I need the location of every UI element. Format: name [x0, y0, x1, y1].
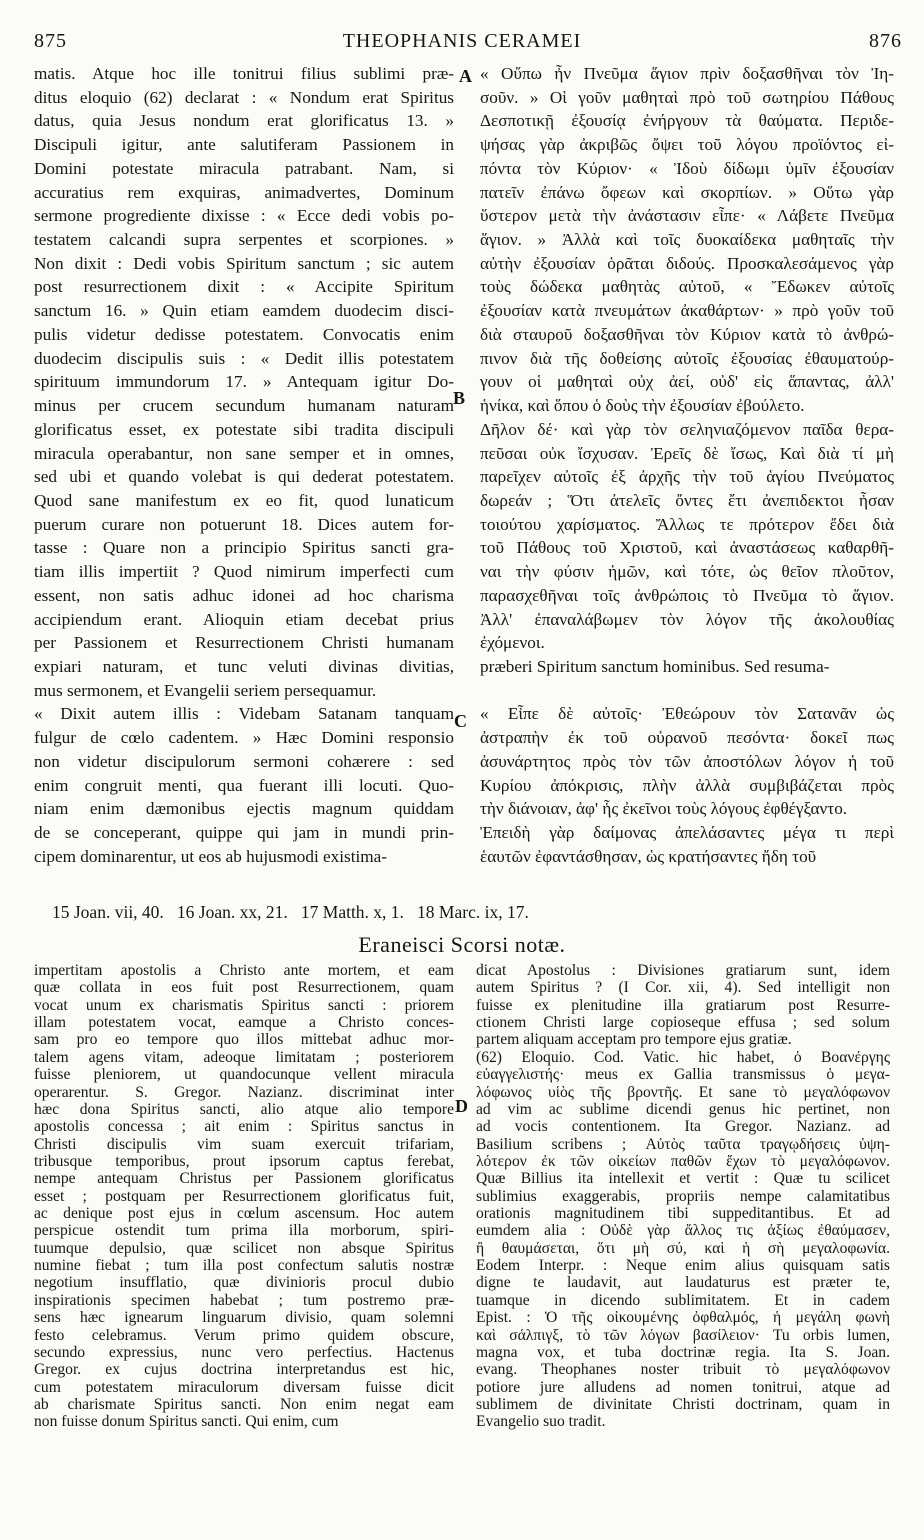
text-line: ad vocis contentionem. Ita Gregor. Nazianz. ad [476, 1118, 890, 1136]
text-line: magna vox, et tuba doctrinæ regia. Ita S. Joan. [476, 1343, 890, 1361]
text-line: accuratius rem exquiras, animadvertes, Dominum [34, 182, 454, 202]
text-line: γουν οἱ μαθηταὶ οὐχ ἀεί, οὐδ' εἰς ἅπαντας, ἀλλ' [480, 372, 894, 392]
text-line: ψήσας γὰρ ἀκριβῶς ὄψει τοῦ λόγου προϊόντος εἰ- [480, 135, 894, 155]
text-line: λόφωνος υἱὸς τῆς βροντῆς. Et sane τὸ μεγαλόφωνον [476, 1083, 890, 1101]
margin-mark-c: C [454, 711, 467, 731]
text-line: Eodem Interpr. : Neque enim alius quisquam satis [476, 1257, 890, 1275]
latin-column [34, 62, 454, 868]
text-line: tiam illis impertiit ? Quod nimirum imperfecti cum [34, 562, 454, 582]
text-line: sam pro eo tempore quo illos mittebat adhuc mor- [34, 1031, 454, 1049]
text-line: datus, quia Jesus nondum erat glorificatus 13. » [34, 111, 454, 131]
notes-title: Eraneisci Scorsi notæ. [358, 932, 566, 957]
text-line: τοιούτου χαρίσματος. Ἄλλως τε πρότερον ἔδει διὰ [480, 514, 894, 534]
text-line: post resurrectionem dixit : « Accipite Spiritum [34, 277, 454, 297]
text-line: cum potestatem miraculorum diversam fuisse dicit [34, 1378, 454, 1396]
text-line: παρασχεθῆναι τοῖς ἀνθρώποις τὸ Πνεῦμα τὸ ἅγιον. [480, 585, 894, 605]
text-line: ctionem Christi large copioseque effusa ; sed solum [476, 1014, 890, 1032]
text-line: ad vim ac sublime dicendi genus hic pertinet, non [476, 1100, 890, 1118]
text-line: illam potestatem vocat, eamque a Christo conces- [34, 1014, 454, 1032]
text-line: Gregor. ex cujus doctrina interpretandus est hic, [34, 1361, 454, 1379]
text-line: præberi Spiritum sanctum hominibus. Sed resuma- [480, 656, 830, 676]
text-line: tuumque depulsio, quæ scilicet non absque Spiritus [34, 1239, 454, 1257]
text-line: Ἀλλ' ἐπαναλάβωμεν τὸν λόγον τῆς ἀκολουθίας [480, 609, 894, 629]
margin-mark-d: D [455, 1096, 468, 1116]
text-line: πόντα τὸν Κύριον· « Ἰδοὺ δίδωμι ὑμῖν ἐξουσίαν [480, 158, 894, 178]
text-line: quæ collata in eos fuit post Resurrectionem, quam [34, 979, 454, 997]
text-line: Quæ Billius ita intellexit et vertit : Quæ tu scilicet [476, 1170, 890, 1188]
text-line: Non dixit : Dedi vobis Spiritum sanctum ; sic autem [34, 253, 454, 273]
text-line: Δεσποτικῇ ἐξουσίᾳ ἐνήργουν τὰ θαύματα. Περιδε- [480, 111, 894, 131]
text-line: ἐχόμενοι. [480, 633, 545, 653]
text-line: ἀσυνάρτητος πρὸς τὸν τῶν ἀποστόλων λόγον ἡ τοῦ [480, 751, 894, 771]
text-line: accipiendum erant. Alioquin etiam decebat prius [34, 609, 454, 629]
text-line: τὴν διάνοιαν, ἀφ' ἧς ἐκεῖνοι τοὺς λόγους ἐφθέγξαντο. [480, 799, 848, 819]
text-line: Quod sane manifestum ex eo fit, quod lunaticum [34, 490, 454, 510]
text-line: impertitam apostolis a Christo ante mortem, et eam [34, 962, 454, 979]
text-line: Evangelio suo tradit. [476, 1413, 606, 1431]
text-line: ἢ θαυμάσεται, ὅτι μὴ σύ, καὶ ἡ σὴ μεγαλοφωνία. [476, 1239, 890, 1257]
text-line: matis. Atque hoc ille tonitrui filius sublimi præ- [34, 64, 454, 83]
text-line: inspirationis specimen habebat ; tum postremo præ- [34, 1291, 454, 1309]
text-line: essent, non satis adhuc idonei ad hoc charisma [34, 585, 454, 605]
text-line: fuisse ex plenitudine illa gratiarum post Resurre- [476, 996, 890, 1014]
text-line: puerum curare non potuerunt 18. Dices autem for- [34, 514, 454, 534]
text-line: niam enim dæmonibus ejectis magnum quiddam [34, 799, 454, 819]
text-line: sublimem de divinitate Christi doctrinam, quam in [476, 1395, 890, 1413]
text-line: tasse : Quare non a principio Spiritus sancti gra- [34, 538, 454, 558]
text-line: mus sermonem, et Evangelii seriem persequamur. [34, 680, 377, 700]
text-line: ab charismate Spiritus sancti. Non enim negat eam [34, 1395, 454, 1413]
text-line: ἅγιον. » Ἀλλὰ καὶ τοῖς δυοκαίδεκα μαθηταῖς τὴν [480, 230, 894, 250]
text-line: Κυρίου ἀπόκρισις, πλὴν ἀλλὰ συμβιβάζεται πρὸς [480, 775, 894, 795]
text-line: « Εἶπε δὲ αὐτοῖς· Ἐθεώρουν τὸν Σατανᾶν ὡς [480, 704, 894, 724]
text-line: esset ; postquam per Resurrectionem glorificatus fuit, [34, 1187, 454, 1205]
text-line: duodecim discipulis suis : « Dedit illis potestatem [34, 348, 454, 368]
text-line: αὐτὴν ἐξουσίαν ὁρᾶται διδούς. Προσκαλεσάμενος γὰρ [480, 253, 894, 273]
text-line: ἡνίκα, καὶ ὅπου ὁ δοὺς τὴν ἐξουσίαν ἐβούλετο. [480, 396, 805, 416]
margin-mark-b: B [453, 388, 466, 408]
text-line: (62) Eloquio. Cod. Vatic. hic habet, ὁ Βοανέργης [476, 1048, 890, 1066]
text-line: παρεῖχεν αὐτοῖς ἐξ ἀρχῆς τὴν τοῦ ἁγίου Πνεύματος [480, 467, 894, 487]
text-line: cipem dominarentur, ut eos ab hujusmodi existima- [34, 846, 388, 866]
text-line: ναι τὴν φύσιν ἡμῶν, καὶ τότε, ὡς θεῖον πλοῦτον, [480, 562, 894, 582]
text-line: πινον διὰ τῆς δοθείσης αὐτοῖς ἐξουσίας ἐθαυματούρ- [480, 348, 894, 368]
text-line: tribusque temporibus, prout ipsorum captus ferebat, [34, 1152, 454, 1170]
text-line: orationis magnitudinem tibi suppeditantibus. Et ad [476, 1205, 890, 1223]
text-line: τοῦ Πάθους τοῦ Χριστοῦ, καὶ ἀναστάσεως καθαρθῆ- [480, 538, 894, 558]
text-line: καὶ σάλπιγξ, τὸ τῶν λόγων βασίλειον· Tu orbis lumen, [476, 1326, 890, 1344]
text-line: ἐξουσίαν κατὰ πνευμάτων ἀκαθάρτων· » πρὸ γοῦν τοῦ [480, 301, 894, 321]
text-line: fulgur de cœlo cadentem. » Hæc Domini responsio [34, 728, 454, 748]
text-line: Δῆλον δέ· καὶ γὰρ τὸν σεληνιαζόμενον παῖδα θερα- [480, 419, 894, 439]
text-line: hæc dona Spiritus sancti, alio atque alio tempore [34, 1100, 454, 1118]
text-line: εὐαγγελιστής· meus ex Gallia transmissus ὁ μεγα- [476, 1066, 890, 1084]
text-line: negotium insufflatio, quæ divinioris procul dubio [34, 1274, 454, 1292]
text-line: glorificatus esset, ex potestate sibi tradita discipuli [34, 419, 454, 439]
text-line: Domini potestate miracula patrabant. Nam, si [34, 158, 454, 178]
text-line: apostolis concessa ; ait enim : Spiritus sanctus in [34, 1118, 454, 1136]
text-line: sanctum 16. » Quin etiam eamdem duodecim disci- [34, 301, 454, 321]
text-line: ἀστραπὴν ἐκ τοῦ οὐρανοῦ πεσόντα· δοκεῖ πως [480, 728, 894, 748]
text-line: digne te laudavit, aut laudaturus est præter te, [476, 1274, 890, 1292]
text-line: miracula operabantur, non sane semper et in omnes, [34, 443, 454, 463]
text-line: enim congruit menti, qua fuerant illi locuti. Quo- [34, 775, 454, 795]
greek-column [480, 62, 894, 868]
footnotes: 15 Joan. vii, 40. 16 Joan. xx, 21. 17 Matth. x, 1. 18 Marc. ix, 17. [52, 902, 529, 922]
text-line: eumdem alia : Οὐδὲ γὰρ ἄλλος τις ἀξίως ἐθαύμασεν, [476, 1222, 890, 1240]
text-line: ditus eloquio (62) declarat : « Nondum erat Spiritus [34, 87, 454, 107]
running-title: THEOPHANIS CERAMEI [342, 30, 582, 52]
text-line: τοὺς δώδεκα μαθητὰς αὐτοῦ, « Ἔδωκεν αὐτοῖς [480, 277, 894, 297]
text-line: festo celebramus. Verum primo quidem obscure, [34, 1326, 454, 1344]
text-line: evang. Theophanes noster tribuit τὸ μεγαλόφωνον [476, 1361, 890, 1379]
text-line: ὕστερον μετὰ τὴν ἀνάστασιν εἶπε· « Λάβετε Πνεῦμα [480, 206, 894, 226]
text-line: sens hæc ignearum linguarum divisio, quam solemni [34, 1309, 454, 1327]
text-line: sed ubi et quando volebat is qui dederat potestatem. [34, 467, 454, 487]
text-line: vocat unum ex charismatis Spiritus sancti : priorem [34, 996, 454, 1014]
text-line: non fuisse donum Spiritus sancti. Qui enim, cum [34, 1413, 339, 1431]
text-line: Ἐπειδὴ γὰρ δαίμονας ἀπελάσαντες μέγα τι περὶ [480, 823, 894, 842]
text-line [480, 679, 894, 703]
text-line: numine fiebat ; tum illa post confectum salutis nostræ [34, 1257, 454, 1275]
text-line: sermone progrediente dixisse : « Ecce dedi vobis po- [34, 206, 454, 226]
text-line: ἑαυτῶν ἐφαντάσθησαν, ὡς κρατήσαντες ἤδη τοῦ [480, 846, 817, 866]
text-line: Epist. : Ὁ τῆς οἰκουμένης ὀφθαλμός, ἡ μεγάλη φωνὴ [476, 1309, 890, 1327]
text-line: ac denique post ejus in cœlum ascensum. Hoc autem [34, 1205, 454, 1223]
text-line: expiari naturam, et tunc veluti divinas divitias, [34, 656, 454, 676]
text-line: perspicue ostendit tum prima illa morborum, spiri- [34, 1222, 454, 1240]
text-line: testatem calcandi supra serpentes et scorpiones. » [34, 230, 454, 250]
text-line: potiore jure alludens ad nomen tonitrui, atque ad [476, 1378, 890, 1396]
text-line: « Dixit autem illis : Videbam Satanam tanquam [34, 704, 454, 724]
text-line: fuisse pleniorem, ut quandocunque vellent miracula [34, 1066, 454, 1084]
text-line: λότερον ἐκ τῶν οἰκείων παθῶν ἔχων τὸ μεγαλόφωνον. [476, 1152, 890, 1170]
text-line: per Passionem et Resurrectionem Christi humanam [34, 633, 454, 653]
notes-left-column [34, 962, 454, 1431]
text-line: Discipuli igitur, ante salutiferam Passionem in [34, 135, 454, 155]
text-line: spirituum immundorum 17. » Antequam igitur Do- [34, 372, 454, 392]
text-line: secundo expressius, nunc vero perfectius. Hactenus [34, 1343, 454, 1361]
text-line: de se conceperant, quippe qui jam in mundi prin- [34, 823, 454, 842]
page-number-right: 876 [869, 30, 902, 52]
text-line: talem agens vitam, adeoque limitatam ; posteriorem [34, 1048, 454, 1066]
text-line: operarentur. S. Gregor. Nazianz. discriminat inter [34, 1083, 454, 1101]
text-line: non videtur discipulorum sermoni cohærere : sed [34, 751, 454, 771]
notes-right-column [476, 962, 890, 1431]
text-line: Basilium scribens ; Αὐτὸς ταῦτα τραγῳδήσεις ὑψη- [476, 1135, 890, 1153]
text-line: dicat Apostolus : Divisiones gratiarum sunt, idem [476, 962, 890, 979]
text-line: πεῦσαι οὐκ ἴσχυσαν. Ἐρεῖς δὲ ἴσως, Καὶ διὰ τί μὴ [480, 443, 894, 463]
text-line: autem Spiritus ? (I Cor. xii, 4). Sed intelligit non [476, 979, 890, 997]
text-line: δωρεάν ; Ὅτι ἀτελεῖς ὄντες ἔτι ἀνεπιδεκτοι ἦσαν [480, 490, 894, 510]
text-line: nempe antequam Christus per Passionem glorificatus [34, 1170, 454, 1188]
text-line: sublimius exaggerabis, propriis nempe calamitatibus [476, 1187, 890, 1205]
text-line: pulis videtur dedisse potestatem. Convocatis enim [34, 324, 454, 344]
margin-mark-a: A [459, 66, 472, 86]
text-line: partem aliquam acceptam pro tempore ejus gratiæ. [476, 1031, 792, 1049]
text-line: minus per crucem secundum humanam naturam [34, 396, 454, 416]
text-line: πατεῖν ἐπάνω ὄφεων καὶ σκορπίων. » Οὕτω γὰρ [480, 182, 894, 202]
text-line: « Οὔπω ἦν Πνεῦμα ἅγιον πρὶν δοξασθῆναι τὸν Ἰη- [480, 64, 894, 83]
page-number-left: 875 [34, 30, 67, 52]
text-line: σοῦν. » Οἱ γοῦν μαθηταὶ πρὸ τοῦ σωτηρίου Πάθους [480, 87, 894, 107]
text-line: tuamque in dicendo sublimitatem. Et in cadem [476, 1291, 890, 1309]
text-line: διὰ σταυροῦ δοξασθῆναι τὸν Κύριον κατὰ τὸ ἀνθρώ- [480, 324, 894, 344]
text-line: Christi discipulis vim suam exercuit trifariam, [34, 1135, 454, 1153]
